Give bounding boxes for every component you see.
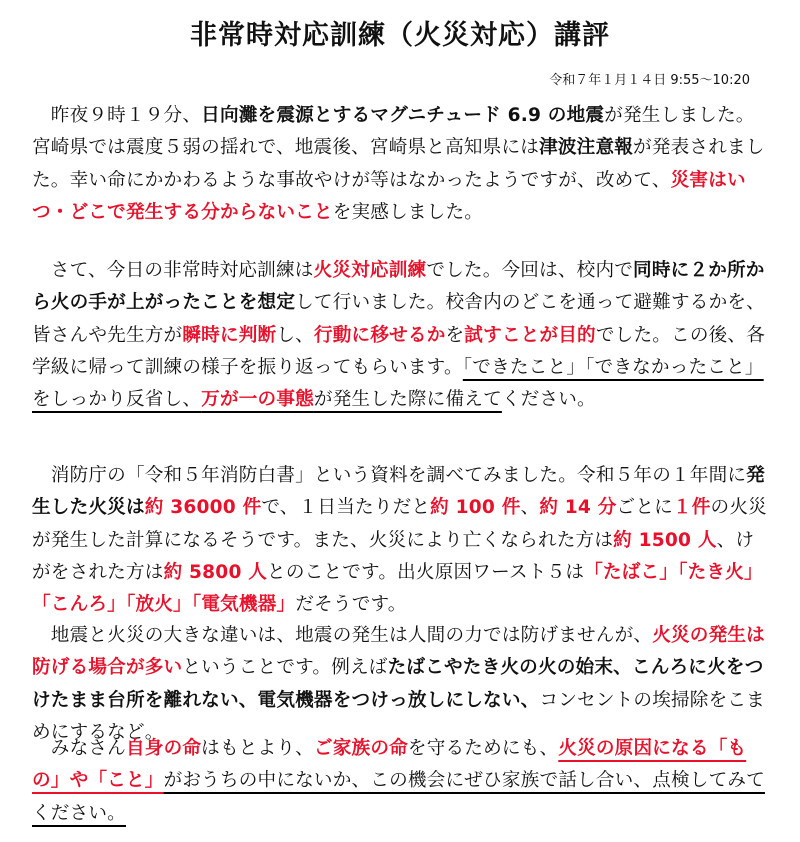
p1-segment: 日向灘を震源とするマグニチュード 6.9 の地震 — [201, 105, 605, 126]
date-time: 令和７年１月１４日 9:55～10:20 — [549, 73, 750, 88]
p3-segment: 約 100 件 — [430, 497, 521, 519]
p3-segment: 約 36000 件 — [144, 497, 262, 519]
p2-segment: 同時に２か所から火の手が上がったことを想定 — [32, 260, 765, 314]
p5-segment: がおうちの中にないか、この機会にぜひ家族で話し合い、点検してみてください。 — [32, 770, 765, 824]
p1-segment: が発生しました。宮崎県では震度５弱の揺れで、地震後、宮崎県と高知県には — [32, 105, 755, 159]
p2-segment: さて、今日の非常時対応訓練は — [32, 260, 314, 281]
p3-segment: 発生した火災は — [32, 465, 765, 519]
p4-segment: 地震と火災の大きな違いは、地震の発生は人間の力では防げませんが、 — [32, 625, 653, 646]
paragraph-prevention — [32, 620, 772, 749]
p2-segment: し、 — [276, 324, 314, 346]
p5-segment: みなさん — [32, 738, 126, 759]
p1-segment: 津波注意報 — [539, 137, 634, 159]
p5-segment: 自身の命 — [125, 738, 202, 759]
p2-segment: が発生した際に備えて — [313, 389, 502, 411]
p3-segment: 、けがをされた方は — [32, 529, 755, 583]
p2-segment: 「できたこと」「できなかったこと」をしっかり反省し、 — [32, 356, 764, 411]
p4-segment: ということです。例えば — [182, 657, 388, 679]
p4-segment: コンセントの埃掃除をこまめにするなど。 — [32, 689, 765, 743]
p3-segment: ごとに — [616, 497, 673, 519]
paragraph-drill — [32, 255, 772, 416]
p5-segment: はもとより、 — [201, 738, 314, 759]
p3-segment: １件 — [672, 497, 711, 519]
p1-segment: が発表されました。幸い命にかかわるような事故やけが等はなかったようですが、改めて、 — [32, 137, 765, 191]
p1-segment: を実感しました。 — [332, 201, 484, 223]
p3-segment: 約 1500 人 — [613, 529, 717, 551]
paragraph-fire-statistics — [32, 460, 772, 621]
p3-segment: 、 — [520, 497, 540, 519]
p1-segment: 昨夜９時１９分、 — [32, 105, 202, 126]
p3-segment: 約 5800 人 — [163, 561, 268, 583]
p3-segment: 約 14 分 — [539, 497, 617, 519]
p2-segment: 瞬時に判断 — [182, 324, 277, 346]
paragraph-earthquake — [32, 100, 772, 229]
p2-segment: して行いました。校舎内のどこを通って避難するかを、皆さんや先生方が — [32, 292, 765, 346]
p3-segment: の火災が発生した計算になるそうです。また、火災により亡くなられた方は — [32, 497, 767, 551]
p2-segment: を — [445, 324, 465, 346]
p2-segment: でした。今回は、校内で — [426, 260, 634, 281]
p2-segment: 火災対応訓練 — [313, 260, 427, 281]
p3-segment: 「たばこ」「たき火」「こんろ」「放火」「電気機器」 — [32, 561, 763, 616]
p3-segment: とのことです。出火原因ワースト５は — [267, 561, 585, 583]
p3-segment: だそうです。 — [295, 594, 407, 616]
page-title: 非常時対応訓練（火災対応）講評 — [190, 20, 610, 51]
p2-segment: でした。この後、各学級に帰って訓練の様子を振り返ってもらいます。 — [32, 324, 766, 378]
p5-segment: ご家族の命 — [313, 738, 408, 759]
p5-segment: 火災の原因になる「もの」や「こと」 — [32, 738, 747, 792]
p5-segment: を守るためにも、 — [407, 738, 559, 759]
p2-segment: 万が一の事態 — [201, 389, 314, 411]
p3-segment: で、１日当たりだと — [261, 497, 431, 519]
p2-segment: ください。 — [501, 389, 596, 411]
paragraph-closing — [32, 733, 772, 830]
p4-segment: たばこやたき火の火の始末、こんろに火をつけたまま台所を離れない、電気機器をつけっ放しにしない、 — [32, 657, 764, 711]
p4-segment: 火災の発生は防げる場合が多い — [32, 625, 765, 679]
p2-segment: 試すことが目的 — [464, 324, 596, 346]
p3-segment: 消防庁の「令和５年消防白書」という資料を調べてみました。令和５年の１年間に — [32, 465, 747, 486]
p2-segment: 行動に移せるか — [313, 324, 446, 346]
p1-segment: 災害はいつ・どこで発生する分からないこと — [32, 169, 746, 223]
